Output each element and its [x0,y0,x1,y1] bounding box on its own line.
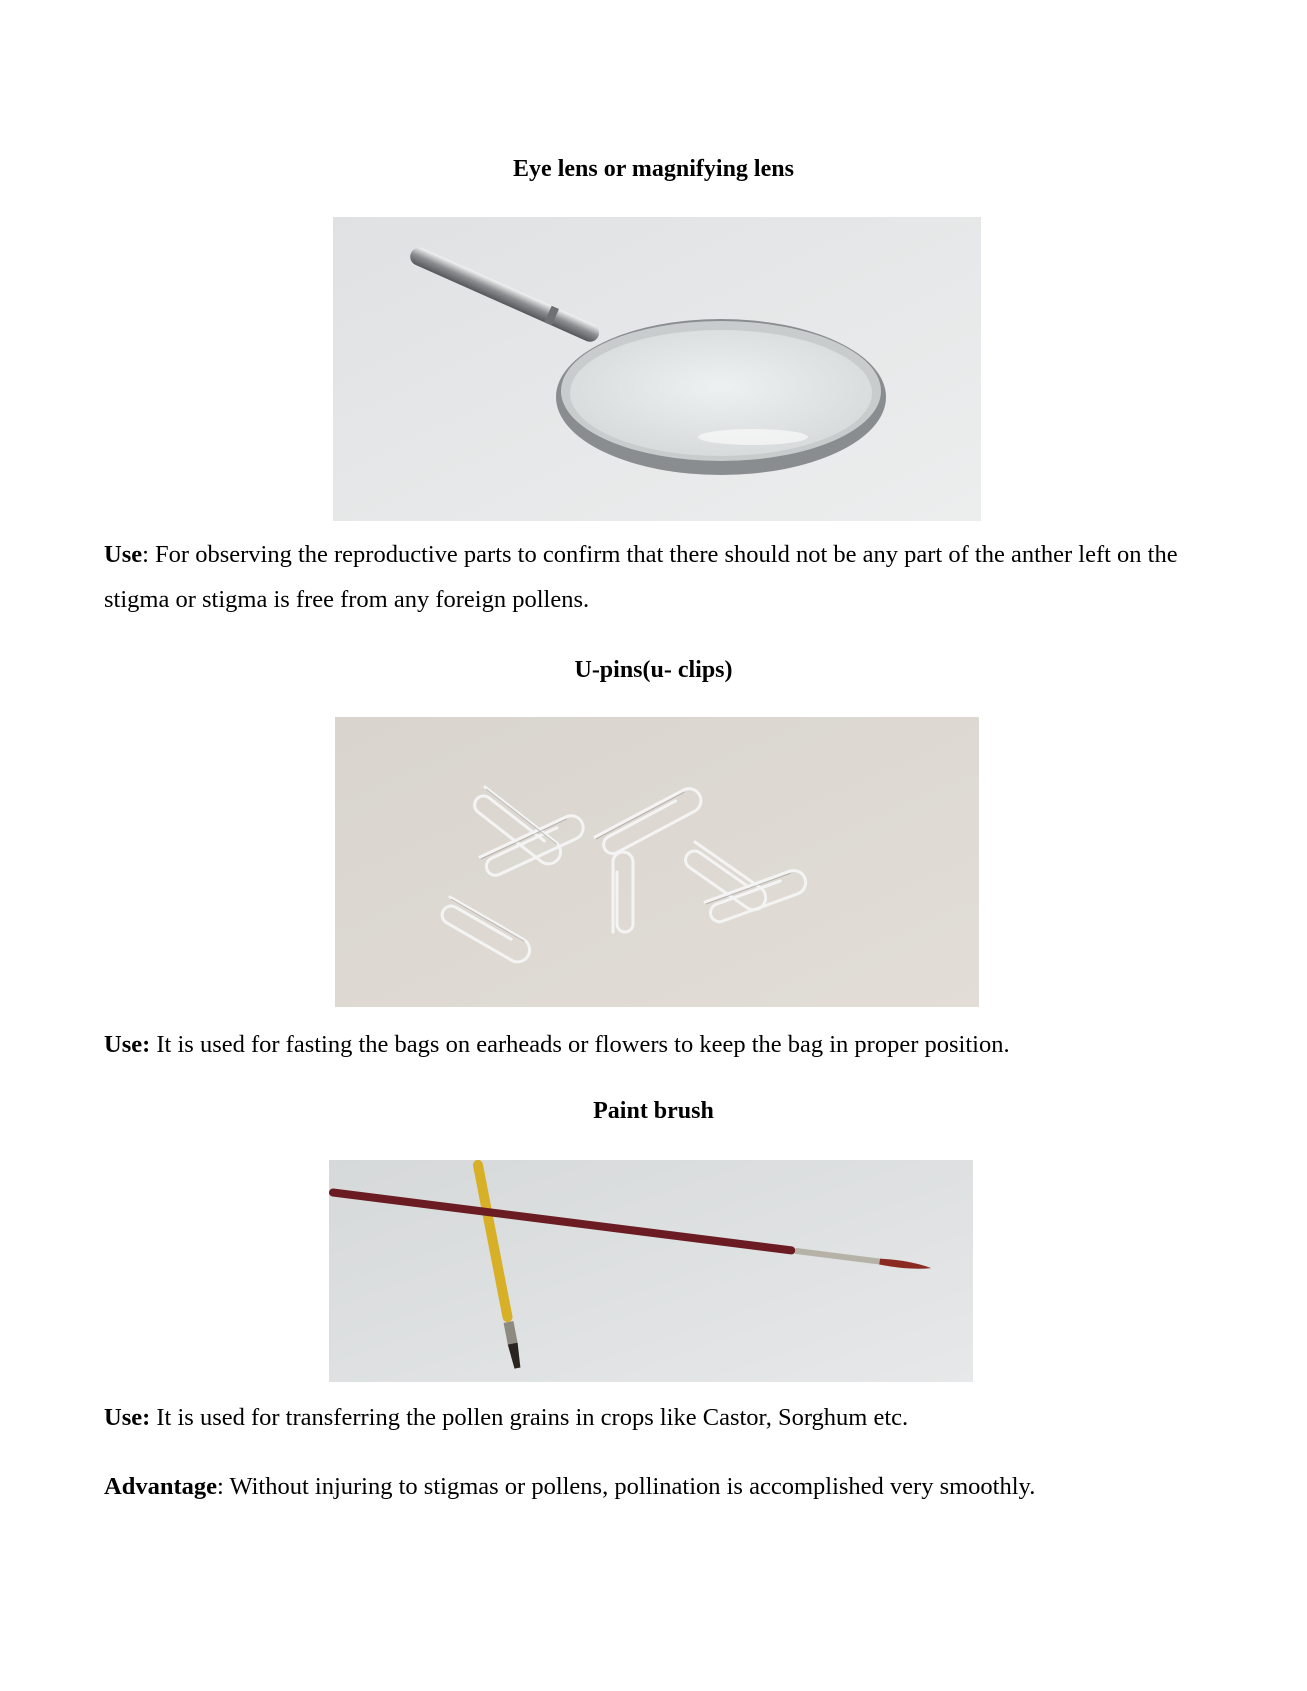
magnifying-lens-photo [333,217,981,521]
use-text-u-pins [104,1022,1214,1067]
heading-magnifying-lens: Eye lens or magnifying lens [513,156,794,182]
advantage-description: : Without injuring to stigmas or pollens, pollination is accomplished very smoothly. [216,1473,1036,1500]
advantage-label: Advantage [104,1473,217,1500]
use-description: It is used for transferring the pollen grains in crops like Castor, Sorghum etc. [150,1404,909,1431]
use-description: : For observing the reproductive parts to confirm that there should not be any part of the anther left on the stigma or stigma is free from any foreign pollens. [104,541,1178,613]
use-description: It is used for fasting the bags on earheads or flowers to keep the bag in proper position. [150,1031,1010,1058]
heading-paint-brush: Paint brush [593,1098,714,1124]
paint-brush-photo [329,1160,973,1382]
advantage-text-paint-brush [104,1464,1214,1509]
use-label: Use: [104,1404,151,1431]
use-text-paint-brush [104,1395,1214,1440]
use-label: Use: [104,1031,151,1058]
use-text-magnifying-lens [104,532,1214,622]
heading-u-pins: U-pins(u- clips) [574,657,733,683]
u-pins-photo [335,717,979,1007]
use-label: Use [104,541,143,568]
